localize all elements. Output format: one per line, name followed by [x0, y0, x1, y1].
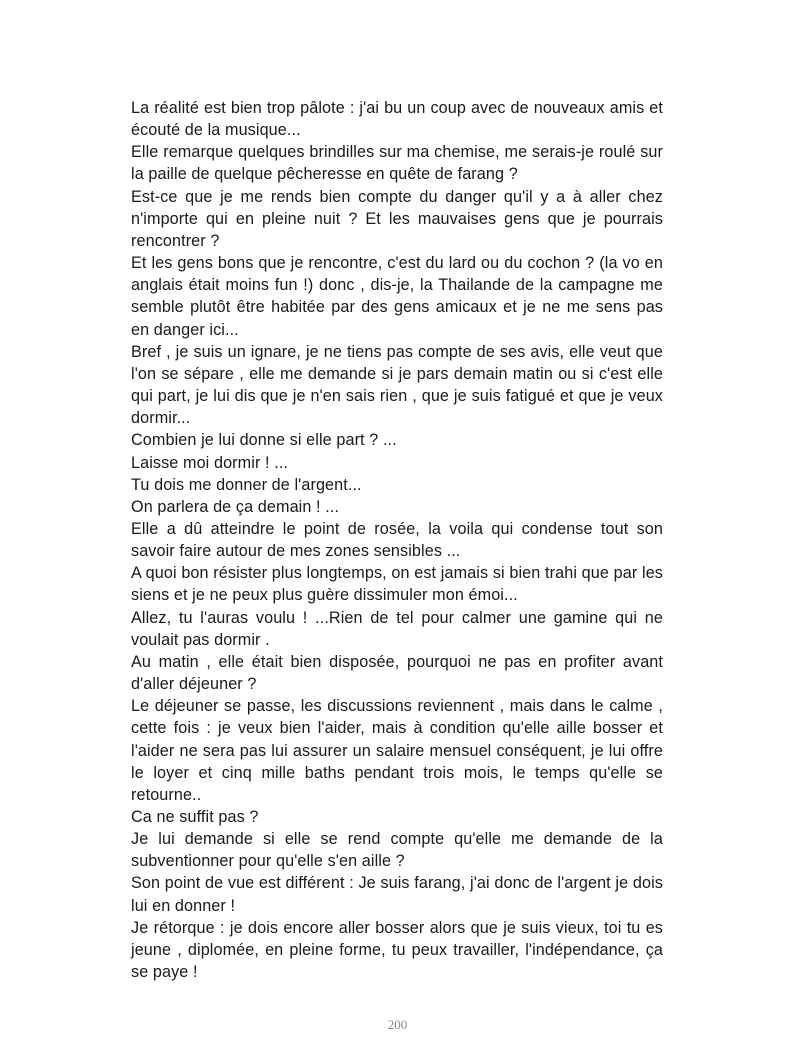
paragraph: Elle a dû atteindre le point de rosée, la voila qui condense tout son savoir faire autour de mes zones sensibles ...: [131, 519, 663, 561]
paragraph: Tu dois me donner de l'argent...: [131, 475, 362, 494]
paragraph: Je lui demande si elle se rend compte qu'elle me demande de la subventionner pour qu'elle s'en aille ?: [131, 830, 663, 871]
paragraph: Bref , je suis un ignare, je ne tiens pas compte de ses avis, elle veut que l'on se sépare , elle me demande si je pars demain matin ou si c'est elle qui part, je lui dis que je n'en sais rien , que je suis fatigué et que je veux dormir...: [131, 342, 663, 428]
page-number: 200: [387, 1017, 408, 1032]
paragraph: Je rétorque : je dois encore aller bosser alors que je suis vieux, toi tu es jeune , diplomée, en pleine forme, tu peux travailler, l'indépendance, ça se paye !: [131, 918, 663, 982]
paragraph: On parlera de ça demain ! ...: [131, 497, 340, 516]
paragraph: Est-ce que je me rends bien compte du danger qu'il y a à aller chez n'importe qui en pleine nuit ? Et les mauvaises gens que je pourrais rencontrer ?: [131, 187, 663, 250]
paragraph: A quoi bon résister plus longtemps, on est jamais si bien trahi que par les siens et je ne peux plus guère dissimuler mon émoi...: [131, 564, 663, 605]
paragraph: La réalité est bien trop pâlote : j'ai bu un coup avec de nouveaux amis et écouté de la musique...: [131, 99, 663, 140]
paragraph: Son point de vue est différent : Je suis farang, j'ai donc de l'argent je dois lui en donner !: [131, 874, 663, 915]
paragraph: Le déjeuner se passe, les discussions reviennent , mais dans le calme , cette fois : je veux bien l'aider, mais à condition qu'elle aille bosser et l'aider ne sera pas lui assurer un salaire mensuel conséquent, je lui offre le loyer et cinq mille baths pendant trois mois, le temps qu'elle se retourne..: [131, 697, 663, 804]
paragraph: Combien je lui donne si elle part ? ...: [131, 431, 397, 450]
paragraph: Au matin , elle était bien disposée, pourquoi ne pas en profiter avant d'aller déjeuner ?: [131, 652, 663, 694]
body-text: [131, 97, 663, 983]
paragraph: Elle remarque quelques brindilles sur ma chemise, me serais-je roulé sur la paille de quelque pêcheresse en quête de farang ?: [131, 143, 663, 184]
paragraph: Et les gens bons que je rencontre, c'est du lard ou du cochon ? (la vo en anglais était moins fun !) donc , dis-je, la Thailande de la campagne me semble plutôt être habitée par des gens amicaux et je ne me sens pas en danger ici...: [131, 254, 663, 339]
paragraph: Allez, tu l'auras voulu ! ...Rien de tel pour calmer une gamine qui ne voulait pas dormir .: [131, 608, 663, 649]
paragraph: Ca ne suffit pas ?: [131, 808, 259, 826]
paragraph: Laisse moi dormir ! ...: [131, 453, 289, 472]
